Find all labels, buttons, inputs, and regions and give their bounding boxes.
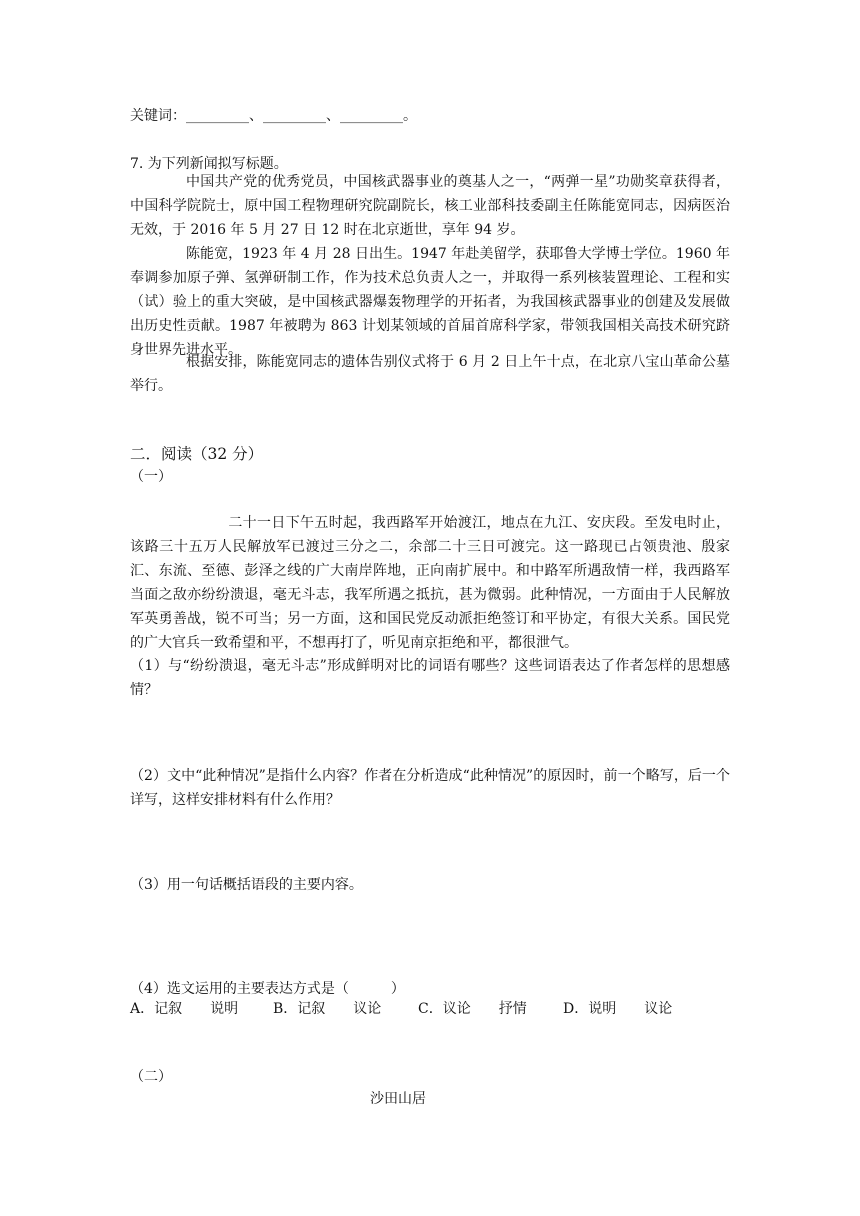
news-paragraph-1: 中国共产党的优秀党员，中国核武器事业的奠基人之一，“两弹一星”功勋奖章获得者，中国科学院院士，原中国工程物理研究院副院长，核工业部科技委副主任陈能宽同志，因病医治无效，于 2016 年 5 月 27 日 12 时在北京逝世，享年 94 岁。 xyxy=(130,174,730,238)
part-1-label: （一） xyxy=(130,469,172,485)
option-a: A．记叙 说明 xyxy=(130,1001,239,1017)
question-2: （2）文中“此种情况”是指什么内容？作者在分析造成“此种情况”的原因时，前一个略写，后一个详写，这样安排材料有什么作用？ xyxy=(130,768,730,808)
reading-passage xyxy=(130,511,730,655)
question-4: （4）选文运用的主要表达方式是（ ） xyxy=(130,981,405,997)
question-4-options xyxy=(130,1001,672,1017)
part-2-label: （二） xyxy=(130,1069,172,1085)
option-c: C．议论 抒情 xyxy=(418,1001,527,1017)
passage-text: 二十一日下午五时起，我西路军开始渡江，地点在九江、安庆段。至发电时止，该路三十五万人民解放军已渡过三分之二，余部二十三日可渡完。这一路现已占领贵池、殷家汇、东流、至德、彭泽之线的广大南岸阵地，正向南扩展中。和中路军所遇敌情一样，我西路军当面之敌亦纷纷溃退，毫无斗志，我军所遇之抵抗，甚为微弱。此种情况，一方面由于人民解放军英勇善战，锐不可当；另一方面，这和国民党反动派拒绝签订和平协定，有很大关系。国民党的广大官兵一致希望和平，不想再打了，听见南京拒绝和平，都很泄气。 xyxy=(130,515,730,651)
option-d: D．说明 议论 xyxy=(563,1001,673,1017)
option-b: B．记叙 议论 xyxy=(273,1001,382,1017)
question-3: （3）用一句话概括语段的主要内容。 xyxy=(130,877,363,893)
question-7-prompt: 7. 为下列新闻拟写标题。 xyxy=(130,156,288,172)
question-1: （1）与“纷纷溃退，毫无斗志”形成鲜明对比的词语有哪些？这些词语表达了作者怎样的思想感情？ xyxy=(130,658,730,698)
news-paragraph-2: 陈能宽，1923 年 4 月 28 日出生。1947 年赴美留学，获耶鲁大学博士学位。1960 年奉调参加原子弹、氢弹研制工作，作为技术总负责人之一，并取得一系列核装置理论、工程和实（试）验上的重大突破，是中国核武器爆轰物理学的开拓者，为我国核武器事业的创建及发展做出历史性贡献。1987 年被聘为 863 计划某领域的首届首席科学家，带领我国相关高技术研究跻身世界先进水平。 xyxy=(130,246,730,358)
part-2-title: 沙田山居 xyxy=(370,1091,426,1107)
section-2-heading: 二．阅读（32 分） xyxy=(130,445,264,463)
keyword-line: 关键词：_________、_________、_________。 xyxy=(130,108,417,124)
news-paragraph-3: 根据安排，陈能宽同志的遗体告别仪式将于 6 月 2 日上午十点，在北京八宝山革命公墓举行。 xyxy=(130,354,730,394)
